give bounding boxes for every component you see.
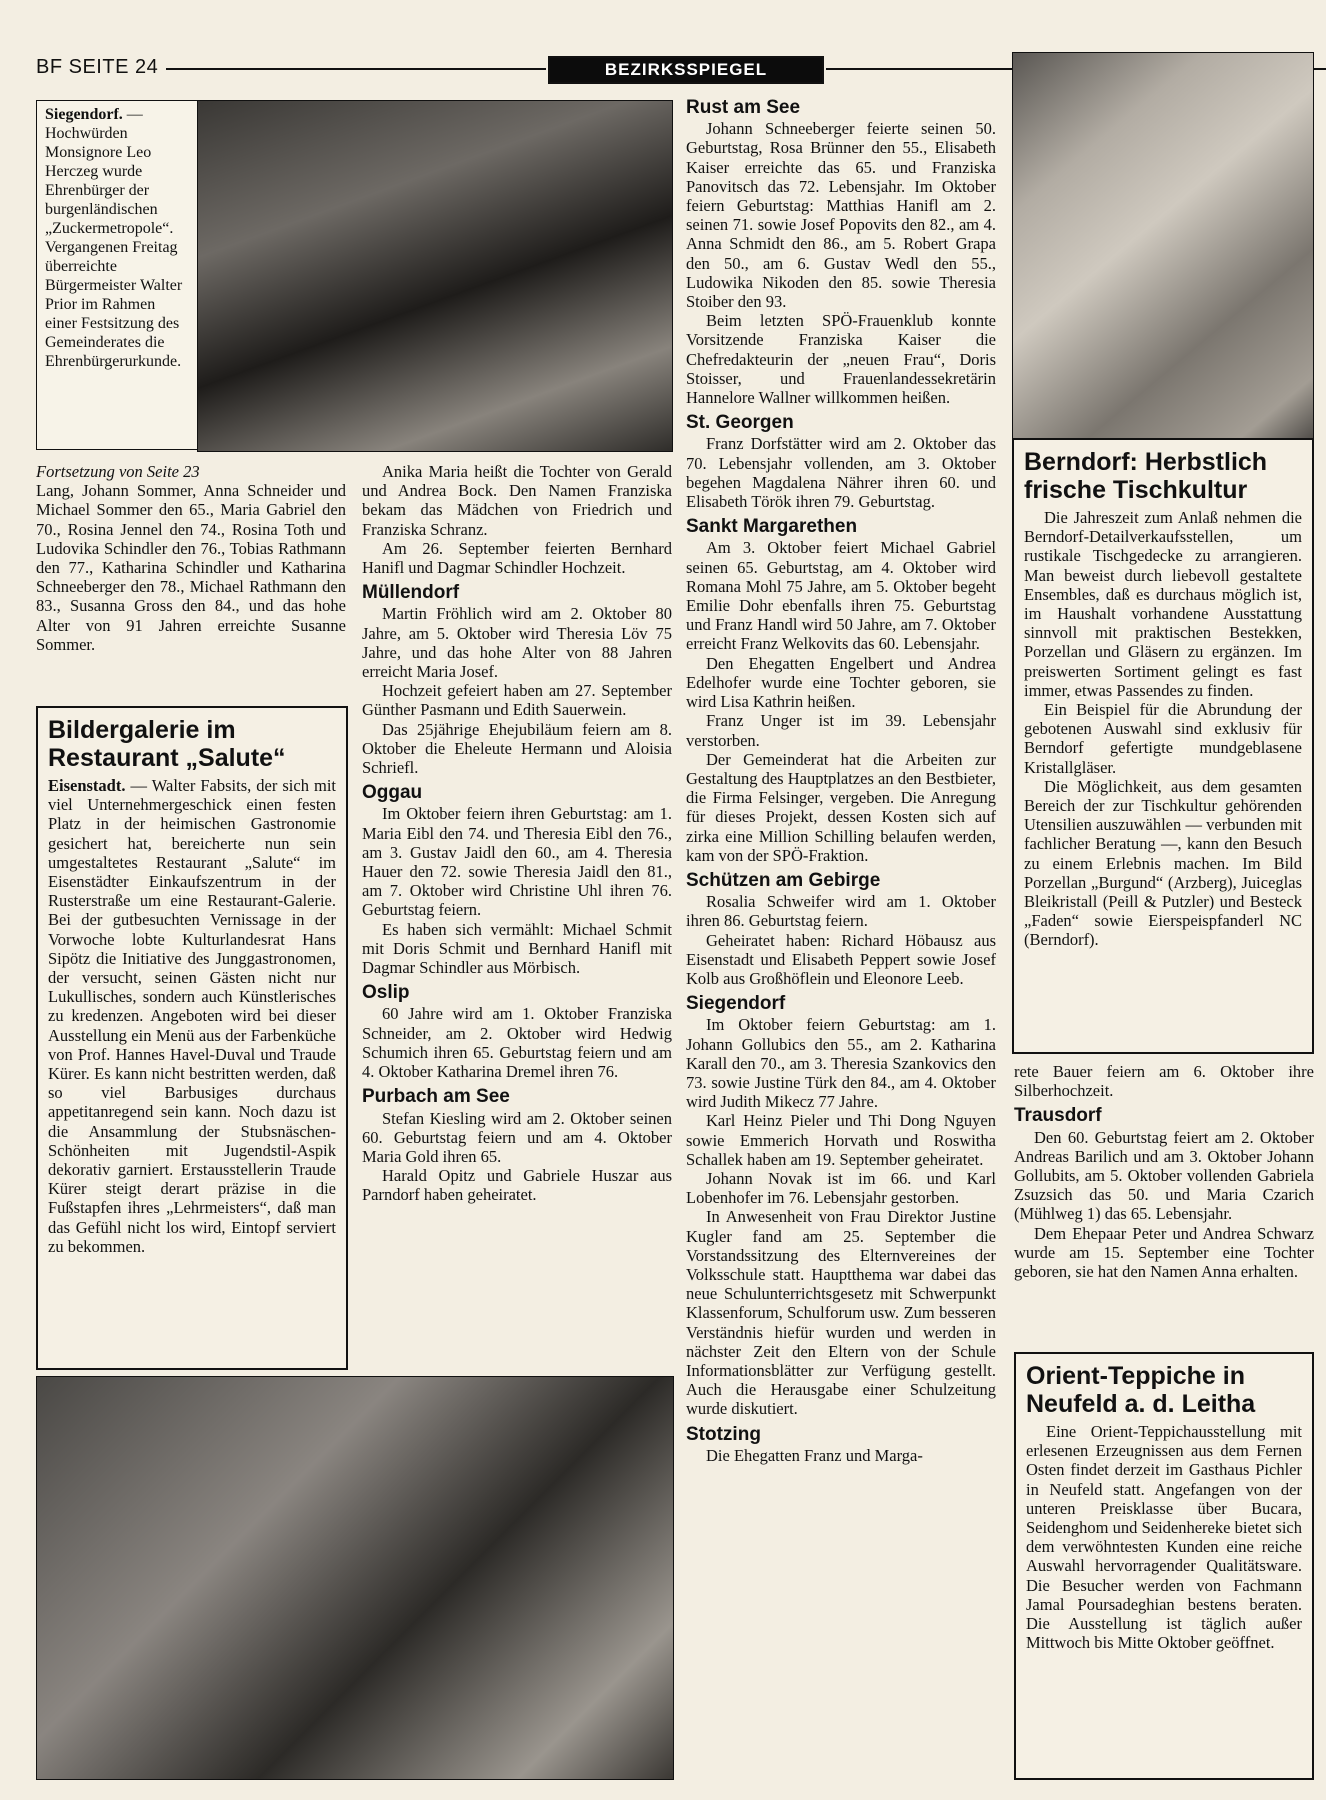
col3-heading-rust-am-see: Rust am See <box>686 97 801 118</box>
col4-heading-trausdorf: Trausdorf <box>1014 1105 1102 1127</box>
col3-paragraph: Franz Unger ist im 39. Lebensjahr verstorben. <box>686 711 996 750</box>
col2-heading-oggau: Oggau <box>362 782 423 804</box>
photo-tableware <box>1012 52 1314 442</box>
col3-paragraph: Beim letzten SPÖ-Frauenklub konnte Vorsitzende Franziska Kaiser die Chefredakteurin der „neuen Frau“, Doris Stoisser, und Frauenlandessekretärin Hannelore Wallner willkommen heißen. <box>686 311 996 408</box>
col3-heading-siegendorf: Siegendorf <box>686 993 786 1015</box>
orient-box <box>1014 1352 1314 1780</box>
photo-ehrenbuerger-caption <box>36 100 198 450</box>
col4-paragraph: Den 60. Geburtstag feiert am 2. Oktober Andreas Barilich und am 3. Oktober Johann Gollubits, am 5. Oktober vollenden Gabriela Zsuzsich das 50. und Maria Czarich (Mühlweg 1) das 65. Lebensjahr. <box>1014 1127 1314 1224</box>
col3-paragraph: Johann Novak ist im 66. und Karl Lobenhofer im 76. Lebensjahr gestorben. <box>686 1168 996 1208</box>
column-3 <box>686 98 996 1465</box>
photo-ehrenbuerger <box>197 100 673 452</box>
berndorf-paragraph: Die Möglichkeit, aus dem gesamten Bereich der zur Tischkultur gehörenden Utensilien auszuwählen — verbunden mit fachlicher Beratung —, kann den Besuch zu einem Erlebnis machen. Im Bild Porzellan „Burgund“ (Arzberg), Juiceglas Bleikristall (Peill & Putzler) und Besteck „Faden“ sowie Eierspeispfanderl NC (Berndorf). <box>1024 776 1302 950</box>
header-rule-left <box>166 68 546 70</box>
col3-paragraph: Der Gemeinderat hat die Arbeiten zur Gestaltung des Hauptplatzes an den Bestbieter, die Firma Felsinger, vergeben. Die Anregung für dieses Projekt, dessen Kosten sich auf zirka eine Million Schilling belaufen werden, kam von der SPÖ-Fraktion. <box>686 749 996 865</box>
col3-heading-schützen-am-gebirge: Schützen am Gebirge <box>686 869 881 891</box>
column-2 <box>362 462 672 1205</box>
col2-paragraph: Harald Opitz und Gabriele Huszar aus Parndorf haben geheiratet. <box>362 1166 672 1205</box>
col3-paragraph: Geheiratet haben: Richard Höbausz aus Eisenstadt und Elisabeth Peppert sowie Josef Kolb aus Großhöflein und Eleonore Leeb. <box>686 930 996 988</box>
col3-paragraph: Johann Schneeberger feierte seinen 50. Geburtstag, Rosa Brünner den 55., Elisabeth Kaiser erreichte das 65. und Franziska Panovitsch das 72. Lebensjahr. Im Oktober feiern Geburtstag: Matthias Hanifl am 2. seinen 71. sowie Josef Popovits den 82., am 4. Anna Schmidt den 86., am 5. Robert Grapa den 50., am 6. Gustav Wedl den 55., Ludowika Nikoden den 85. sowie Theresia Stoiber den 93. <box>686 119 996 312</box>
col2-heading-oslip: Oslip <box>362 982 410 1004</box>
col2-paragraph: Stefan Kiesling wird am 2. Oktober seinen 60. Geburtstag feiern und am 4. Oktober Maria Gold ihren 65. <box>362 1108 672 1166</box>
gallery-title: Bildergalerie im Restaurant „Salute“ <box>48 716 286 772</box>
col2-paragraph: Hochzeit gefeiert haben am 27. September Günther Pasmann und Edith Sauerwein. <box>362 681 672 720</box>
col4-continuation: rete Bauer feiern am 6. Oktober ihre Silberhochzeit. <box>1014 1062 1314 1101</box>
col3-paragraph: Im Oktober feiern Geburtstag: am 1. Johann Gollubics den 55., am 2. Katharina Karall den 70., am 3. Theresia Szankovics den 73. sowie Justine Türk den 84., am 4. Oktober wird Judith Mikecz 77 Jahre. <box>686 1015 996 1112</box>
gallery-lead: Eisenstadt. <box>48 776 126 795</box>
continued-note: Fortsetzung von Seite 23 <box>36 462 200 481</box>
col2-paragraph: Es haben sich vermählt: Michael Schmit mit Doris Schmit und Bernhard Hanifl mit Dagmar Schindler aus Mörbisch. <box>362 919 672 978</box>
col3-paragraph: Den Ehegatten Engelbert und Andrea Edelhofer wurde eine Tochter geboren, sie wird Lisa Kathrin heißen. <box>686 653 996 712</box>
gallery-box <box>36 706 348 1370</box>
col2-intro-paragraph: Am 26. September feierten Bernhard Hanifl und Dagmar Schindler Hochzeit. <box>362 538 672 578</box>
col2-intro-paragraph: Anika Maria heißt die Tochter von Gerald und Andrea Bock. Den Namen Franziska bekam das Mädchen von Friedrich und Franziska Schranz. <box>362 462 672 539</box>
col2-paragraph: Das 25jährige Ehejubiläum feiern am 8. Oktober die Eheleute Hermann und Aloisia Schriefl. <box>362 719 672 778</box>
col3-heading-sankt-margarethen: Sankt Margarethen <box>686 516 858 538</box>
col2-heading-müllendorf: Müllendorf <box>362 582 460 604</box>
column-4 <box>1014 1062 1314 1281</box>
col3-paragraph: Karl Heinz Pieler und Thi Dong Nguyen sowie Emmerich Horvath und Roswitha Schallek haben am 19. September geheiratet. <box>686 1111 996 1169</box>
col3-paragraph: Franz Dorfstätter wird am 2. Oktober das 70. Lebensjahr vollenden, am 3. Oktober begehen Magdalena Nährer ihren 60. und Elisabeth Török ihren 79. Geburtstag. <box>686 434 996 512</box>
col2-paragraph: 60 Jahre wird am 1. Oktober Franziska Schneider, am 2. Oktober wird Hedwig Schumich ihren 65. Geburtstag feiern und am 4. Oktober Katharina Dremel ihren 76. <box>362 1004 672 1082</box>
berndorf-paragraph: Die Jahreszeit zum Anlaß nehmen die Berndorf-Detailverkaufsstellen, um rustikale Tischgedecke zu arrangieren. Man beweist durch liebevoll gestaltete Ensembles, daß es durchaus möglich ist, im Haushalt vorhandene Ausstattung sinnvoll mit praktischen Bestekken, Porzellan und Gläsern zu ergänzen. Im preiswerten Sortiment gelingt es fast immer, etwas Passendes zu finden. <box>1024 508 1302 700</box>
caption-text: — Hochwürden Monsignore Leo Herczeg wurde Ehrenbürger der burgenländischen „Zuckermetropole“. Vergangenen Freitag überreichte Bürgermeister Walter Prior im Rahmen einer Festsitzung des Gemeinderates die Ehrenbürgerurkunde. <box>45 106 183 370</box>
col4-paragraph: Dem Ehepaar Peter und Andrea Schwarz wurde am 15. September eine Tochter geboren, sie hat den Namen Anna erhalten. <box>1014 1223 1314 1282</box>
section-badge: BEZIRKSSPIEGEL <box>548 56 824 84</box>
col3-heading-stotzing: Stotzing <box>686 1423 761 1445</box>
col3-paragraph: Die Ehegatten Franz und Marga- <box>706 1445 923 1465</box>
col3-paragraph: In Anwesenheit von Frau Direktor Justine Kugler fand am 25. September die Vorstandssitzung des Elternvereines der Volksschule statt. Hauptthema war dabei das neue Schulunterrichtsgesetz mit Schwerpunkt Klassenforum, Schulforum usw. Zum besseren Verständnis hiefür wurden und werden in nächster Zeit den Eltern von der Schule Informationsblätter zur Verfügung gestellt. Auch die Herausgabe einer Schulzeitung wurde diskutiert. <box>686 1207 996 1419</box>
caption-lead: Siegendorf. <box>45 106 123 123</box>
col3-paragraph: Am 3. Oktober feiert Michael Gabriel seinen 65. Geburtstag, am 4. Oktober wird Romana Mohl 75 Jahre, am 5. Oktober begeht Emilie Dohr ebenfalls ihren 75. Geburtstag und Franz Handl wird 50 Jahre, am 7. Oktober erreicht Franz Welkovits das 60. Lebensjahr. <box>686 538 996 654</box>
col2-heading-purbach-am-see: Purbach am See <box>362 1086 510 1108</box>
col3-paragraph: Rosalia Schweifer wird am 1. Oktober ihren 86. Geburtstag feiern. <box>686 892 996 931</box>
berndorf-title: Berndorf: Herbstlich frische Tischkultur <box>1024 448 1268 504</box>
orient-paragraph: Eine Orient-Teppichausstellung mit erlesenen Erzeugnissen aus dem Fernen Osten findet derzeit im Gasthaus Pichler in Neufeld statt. Angefangen von der unteren Preisklasse über Bucara, Seidenghom und Seidenhereke bietet sich dem verwöhntesten Kunden eine reiche Auswahl hervorragender Qualitätsware. Die Besucher werden von Fachmann Jamal Poursadeghian bestens beraten. Die Ausstellung ist täglich außer Mittwoch bis Mitte Oktober geöffnet. <box>1026 1422 1302 1653</box>
col2-paragraph: Martin Fröhlich wird am 2. Oktober 80 Jahre, am 5. Oktober wird Theresia Löv 75 Jahre, und das hohe Alter von 88 Jahren erreicht Maria Josef. <box>362 604 672 682</box>
column-1-text: Lang, Johann Sommer, Anna Schneider und Michael Sommer den 65., Maria Gabriel den 70., Rosina Jennel den 74., Rosina Toth und Ludovika Schindler den 76., Tobias Rathmann den 77., Katharina Schindler und Katharina Schneeberger den 78., Michael Rathmann den 83., Susanna Gross den 84., und das hohe Alter von 91 Jahren erreichte Susanne Sommer. <box>36 481 346 654</box>
orient-title: Orient-Teppiche in Neufeld a. d. Leitha <box>1026 1362 1256 1418</box>
berndorf-box <box>1012 438 1314 1054</box>
page-label: BF SEITE 24 <box>36 56 159 78</box>
gallery-text: — Walter Fabsits, der sich mit viel Unternehmergeschick einen festen Platz in der heimischen Gastronomie gesichert hat, bereicherte nun sein umgestaltetes Restaurant „Salute“ im Eisenstädter Einkaufszentrum in der Rusterstraße um eine Restaurant-Galerie. Bei der gutbesuchten Vernissage in der Vorwoche lobte Kulturlandesrat Hans Sipötz die Initiative des Junggastronomen, der versucht, seinen Gästen nicht nur Lukullisches, sondern auch Künstlerisches zu kredenzen. Angeboten wird bei dieser Ausstellung ein Menü aus der Farbenküche von Prof. Hannes Havel-Duval und Traude Kürer. Es kann nicht bestritten werden, daß so viel Barbusiges durchaus appetitanregend sein kann. Noch dazu ist die Ansammlung der Stubsnäschen-Schönheiten mit Jugendstil-Aspik dekorativ garniert. Erstausstellerin Traude Kürer steigt derart präzise in die Fußstapfen ihres „Lehrmeisters“, daß man das Gefühl nicht los wird, Eintopf serviert zu bekommen. <box>48 776 336 1256</box>
photo-vernissage <box>36 1376 674 1780</box>
col2-paragraph: Im Oktober feiern ihren Geburtstag: am 1. Maria Eibl den 74. und Theresia Eibl den 76., am 3. Gustav Jaidl den 60., am 4. Theresia Hauer den 72. sowie Theresia Jaidl den 81., am 7. Oktober wird Christine Uhl ihren 76. Geburtstag feiern. <box>362 804 672 920</box>
berndorf-paragraph: Ein Beispiel für die Abrundung der gebotenen Auswahl sind exklusiv für Berndorf gefertigte mundgeblasene Kristallgläser. <box>1024 700 1302 777</box>
col3-heading-st-georgen: St. Georgen <box>686 412 794 434</box>
column-1 <box>36 462 346 654</box>
